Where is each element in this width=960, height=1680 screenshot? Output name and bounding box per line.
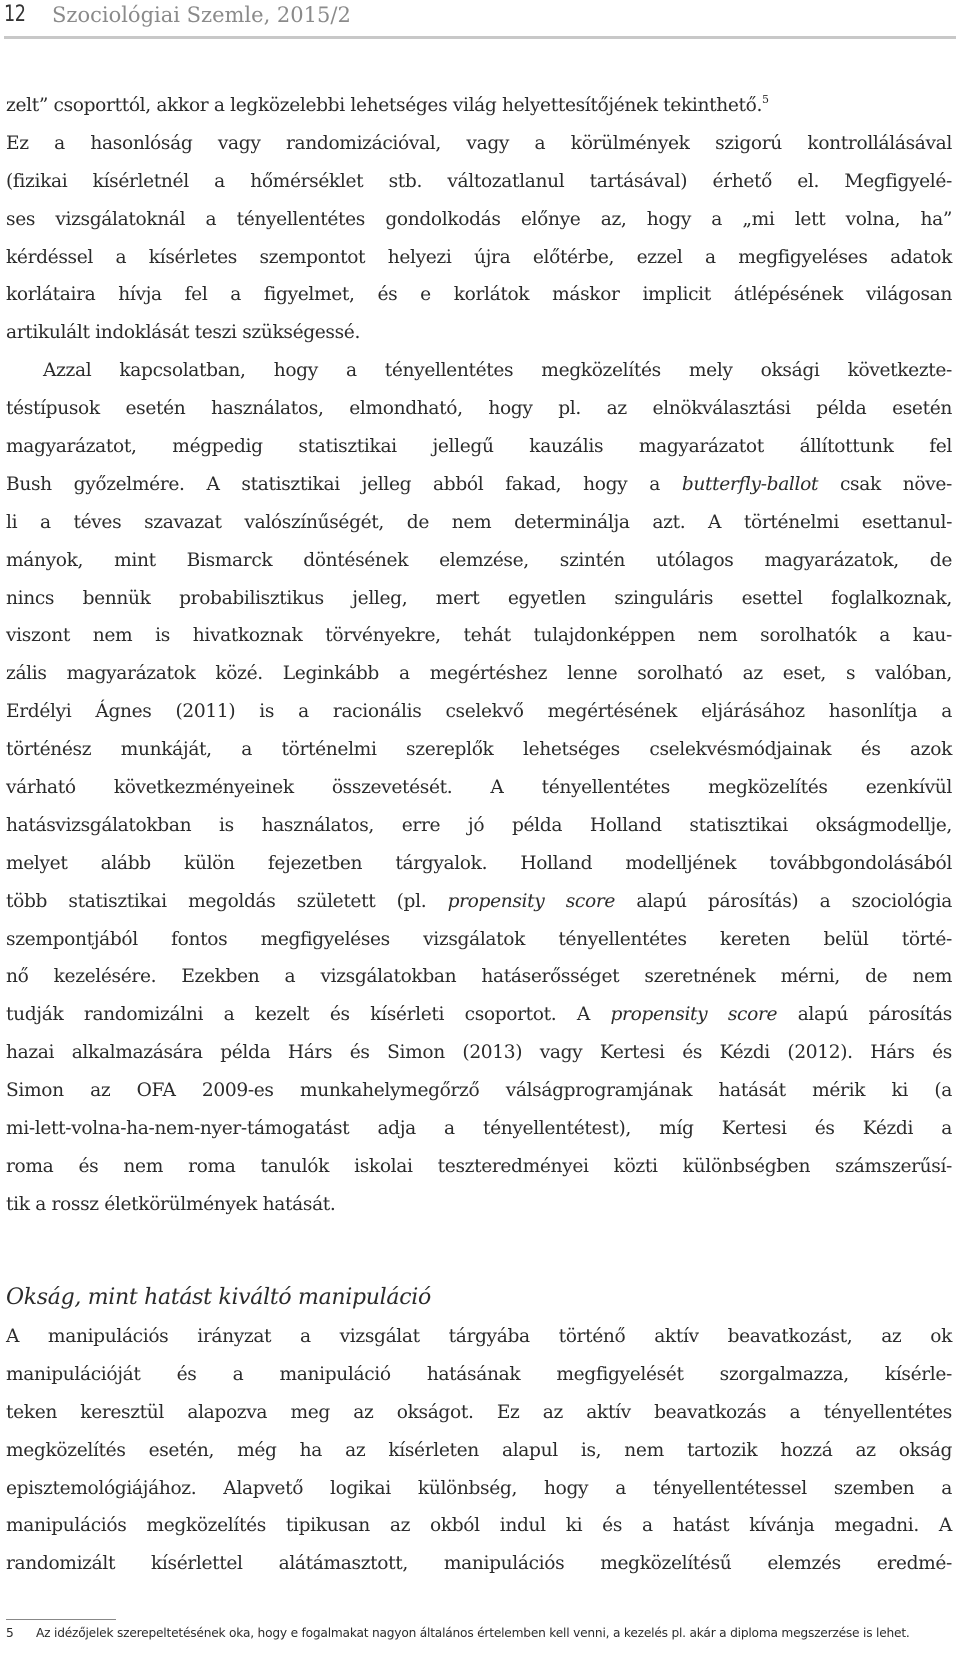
text-line: téstípusok esetén használatos, elmondható, hogy pl. az elnökválasztási példa esetén bbox=[6, 398, 952, 420]
italic-term: butterfly-ballot bbox=[681, 473, 819, 495]
text-line: randomizált kísérlettel alátámasztott, manipulációs megközelítésű elemzés eredmé- bbox=[6, 1553, 952, 1575]
text-line: Erdélyi Ágnes (2011) is a racionális cselekvő megértésének eljárásához hasonlítja a bbox=[6, 701, 952, 723]
page-number: 12 bbox=[4, 2, 26, 27]
text-line: viszont nem is hivatkoznak törvényekre, tehát tulajdonképpen nem sorolhatók a kau- bbox=[6, 625, 952, 647]
page-header bbox=[0, 0, 960, 40]
section-heading: Okság, mint hatást kiváltó manipuláció bbox=[6, 1285, 431, 1310]
text-line: tik a rossz életkörülmények hatását. bbox=[6, 1193, 336, 1215]
text-line: szempontjából fontos megfigyeléses vizsgálatok tényellentétes kereten belül törté- bbox=[6, 928, 952, 950]
text-line: teken keresztül alapozva meg az okságot. Ez az aktív beavatkozás a tényellentétes bbox=[6, 1401, 952, 1423]
footnote-text: Az idézőjelek szerepeltetésének oka, hogy e fogalmakat nagyon általános értelemben kell venni, a kezelés pl. akár a diploma megszerzése is lehet. bbox=[36, 1626, 910, 1640]
text-line: zális magyarázatok közé. Leginkább a megértéshez lenne sorolható az eset, s valóban, bbox=[6, 663, 952, 685]
text-line: kérdéssel a kísérletes szempontot helyezi újra előtérbe, ezzel a megfigyeléses adatok bbox=[6, 246, 952, 268]
footnote-reference[interactable]: 5 bbox=[762, 93, 769, 106]
text-line: li a téves szavazat valószínűségét, de nem determinálja azt. A történelmi esettanul- bbox=[6, 511, 952, 533]
text-line: nincs bennük probabilisztikus jelleg, mert egyetlen szinguláris esettel foglalkoznak, bbox=[6, 587, 952, 609]
journal-title: Szociológiai Szemle, 2015/2 bbox=[52, 3, 351, 27]
section-text bbox=[6, 1318, 952, 1583]
text-line: történész munkáját, a történelmi szereplők lehetséges cselekvésmódjainak és azok bbox=[6, 739, 952, 761]
italic-term: propensity score bbox=[447, 890, 616, 912]
text-line: nő kezelésére. Ezekben a vizsgálatokban hatáserősséget szeretnének mérni, de nem bbox=[6, 966, 952, 988]
text-line: episztemológiájához. Alapvető logikai különbség, hogy a tényellentétessel szemben a bbox=[6, 1477, 952, 1499]
text-line: hazai alkalmazására példa Hárs és Simon (2013) vagy Kertesi és Kézdi (2012). Hárs és bbox=[6, 1042, 952, 1064]
text-line: Azzal kapcsolatban, hogy a tényellentétes megközelítés mely oksági következte- bbox=[43, 360, 952, 382]
text-line: manipulációját és a manipuláció hatásának megfigyelését szorgalmazza, kísérle- bbox=[6, 1363, 952, 1385]
footnote-rule bbox=[6, 1619, 116, 1620]
text-line: több statisztikai megoldás született (pl. propensity score alapú párosítás) a szociológia bbox=[6, 890, 952, 912]
italic-term: propensity score bbox=[610, 1004, 778, 1026]
text-line: megközelítés esetén, még ha az kísérleten alapul is, nem tartozik hozzá az okság bbox=[6, 1439, 952, 1461]
text-line: Simon az OFA 2009-es munkahelymegőrző válságprogramjának hatását mérik ki (a bbox=[6, 1080, 952, 1102]
text-line: mányok, mint Bismarck döntésének elemzése, szintén utólagos magyarázatok, de bbox=[6, 549, 952, 571]
text-line: Bush győzelmére. A statisztikai jelleg abból fakad, hogy a butterfly-ballot csak növe- bbox=[6, 473, 952, 495]
text-line: Ez a hasonlóság vagy randomizációval, vagy a körülmények szigorú kontrollálásával bbox=[6, 132, 952, 154]
text-line: korlátaira hívja fel a figyelmet, és e korlátok máskor implicit átlépésének világosan bbox=[6, 284, 952, 306]
text-line: hatásvizsgálatokban is használatos, erre jó példa Holland statisztikai okságmodellje, bbox=[6, 814, 952, 836]
body-text bbox=[6, 87, 952, 1224]
text-line: manipulációs megközelítés tipikusan az okból indul ki és a hatást kívánja megadni. A bbox=[6, 1515, 952, 1537]
footnote-number: 5 bbox=[6, 1626, 14, 1640]
text-line: ses vizsgálatoknál a tényellentétes gondolkodás előnye az, hogy a „mi lett volna, ha” bbox=[6, 208, 952, 230]
header-rule bbox=[4, 36, 956, 39]
text-line: (fizikai kísérletnél a hőmérséklet stb. változatlanul tartásával) érhető el. Megfigyelé- bbox=[6, 170, 952, 192]
text-line: artikulált indoklását teszi szükségessé. bbox=[6, 322, 361, 344]
text-line: zelt” csoporttól, akkor a legközelebbi lehetséges világ helyettesítőjének tekinthető.$^5$ bbox=[6, 93, 769, 116]
text-line: mi-lett-volna-ha-nem-nyer-támogatást adja a tényellentétest), míg Kertesi és Kézdi a bbox=[6, 1118, 952, 1140]
text-line: magyarázatot, mégpedig statisztikai jellegű kauzális magyarázatot állítottunk fel bbox=[6, 436, 952, 458]
text-line: tudják randomizálni a kezelt és kísérleti csoportot. A propensity score alapú párosítás bbox=[6, 1004, 952, 1026]
text-line: roma és nem roma tanulók iskolai teszteredményei közti különbségben számszerűsí- bbox=[6, 1155, 952, 1177]
text-line: melyet alább külön fejezetben tárgyalok. Holland modelljének továbbgondolásából bbox=[6, 852, 952, 874]
text-line: A manipulációs irányzat a vizsgálat tárgyába történő aktív beavatkozást, az ok bbox=[6, 1326, 952, 1347]
text-line: várható következményeinek összevetését. A tényellentétes megközelítés ezenkívül bbox=[6, 777, 952, 799]
